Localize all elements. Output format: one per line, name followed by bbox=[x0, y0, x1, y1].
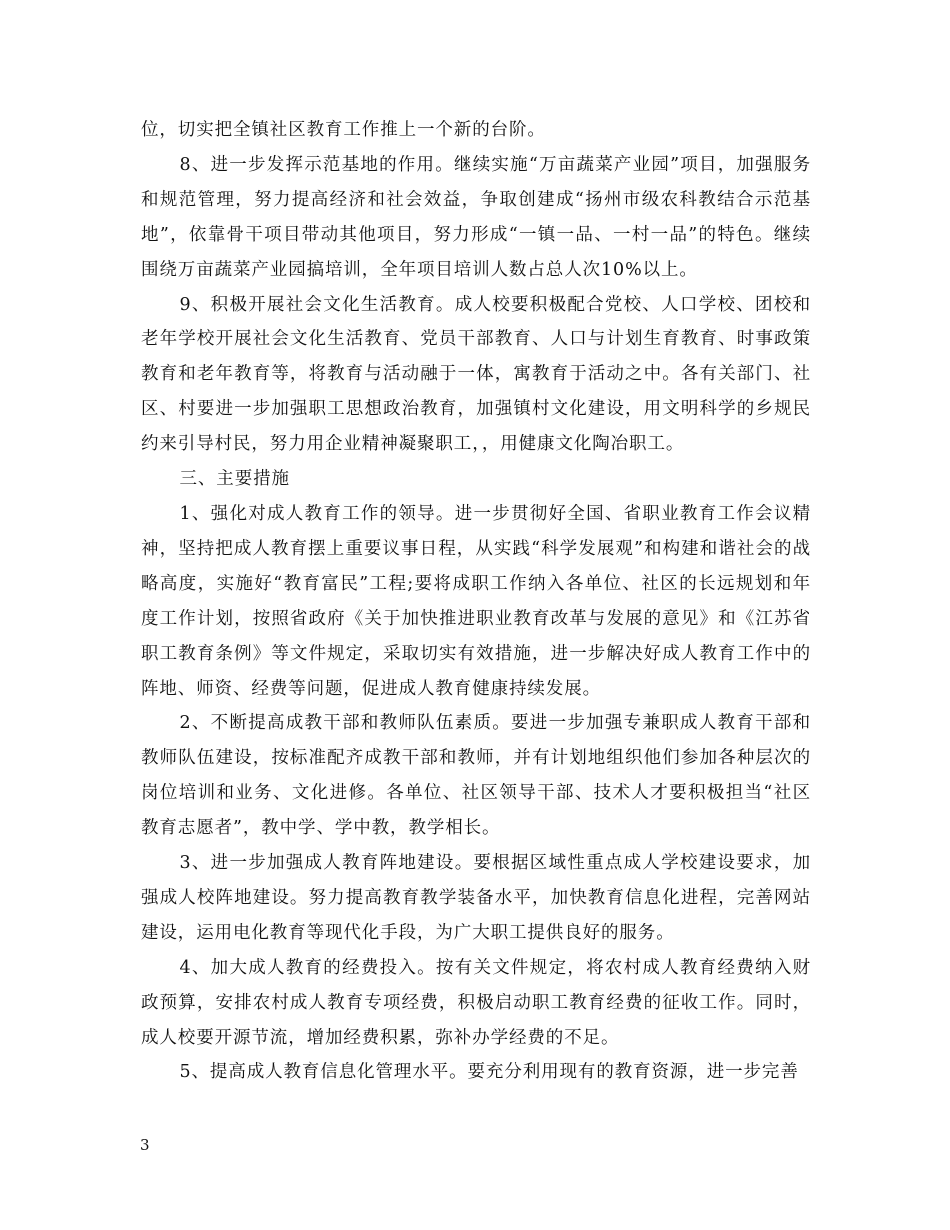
paragraph-item-8: 8、进一步发挥示范基地的作用。继续实施“万亩蔬菜产业园”项目，加强服务和规范管理，努力提高经济和社会效益，争取创建成“扬州市级农科教结合示范基地”，依靠骨干项目带动其他项目，努力形成“一镇一品、一村一品”的特色。继续围绕万亩蔬菜产业园搞培训，全年项目培训人数占总人次10%以上。 bbox=[141, 154, 811, 280]
page-number: 3 bbox=[140, 1136, 150, 1154]
section-heading: 三、主要措施 bbox=[179, 469, 290, 490]
paragraph-measure-5: 5、提高成人教育信息化管理水平。要充分利用现有的教育资源，进一步完善 bbox=[179, 1062, 799, 1083]
paragraph-measure-2: 2、不断提高成教干部和教师队伍素质。要进一步加强专兼职成人教育干部和教师队伍建设，按标准配齐成教干部和教师，并有计划地组织他们参加各种层次的岗位培训和业务、文化进修。各单位、社区领导干部、技术人才要积极担当“社区教育志愿者”，教中学、学中教，教学相长。 bbox=[141, 713, 811, 839]
paragraph-measure-4: 4、加大成人教育的经费投入。按有关文件规定，将农村成人教育经费纳入财政预算，安排农村成人教育专项经费，积极启动职工教育经费的征收工作。同时，成人校要开源节流，增加经费积累，弥补办学经费的不足。 bbox=[141, 957, 811, 1048]
paragraph-item-9: 9、积极开展社会文化生活教育。成人校要积极配合党校、人口学校、团校和老年学校开展社会文化生活教育、党员干部教育、人口与计划生育教育、时事政策教育和老年教育等，将教育与活动融于一体，寓教育于活动之中。各有关部门、社区、村要进一步加强职工思想政治教育，加强镇村文化建设，用文明科学的乡规民约来引导村民，努力用企业精神凝聚职工，，用健康文化陶冶职工。 bbox=[141, 294, 811, 455]
paragraph-measure-3: 3、进一步加强成人教育阵地建设。要根据区域性重点成人学校建设要求，加强成人校阵地建设。努力提高教育教学装备水平，加快教育信息化进程，完善网站建设，运用电化教育等现代化手段，为广大职工提供良好的服务。 bbox=[141, 853, 811, 943]
paragraph-continuation: 位，切实把全镇社区教育工作推上一个新的台阶。 bbox=[141, 120, 546, 140]
document-body bbox=[141, 113, 811, 1090]
paragraph-measure-1: 1、强化对成人教育工作的领导。进一步贯彻好全国、省职业教育工作会议精神，坚持把成人教育摆上重要议事日程，从实践“科学发展观”和构建和谐社会的战略高度，实施好“教育富民”工程;要将成职工作纳入各单位、社区的长远规划和年度工作计划，按照省政府《关于加快推进职业教育改革与发展的意见》和《江苏省职工教育条例》等文件规定，采取切实有效措施，进一步解决好成人教育工作中的阵地、师资、经费等问题，促进成人教育健康持续发展。 bbox=[141, 503, 811, 699]
